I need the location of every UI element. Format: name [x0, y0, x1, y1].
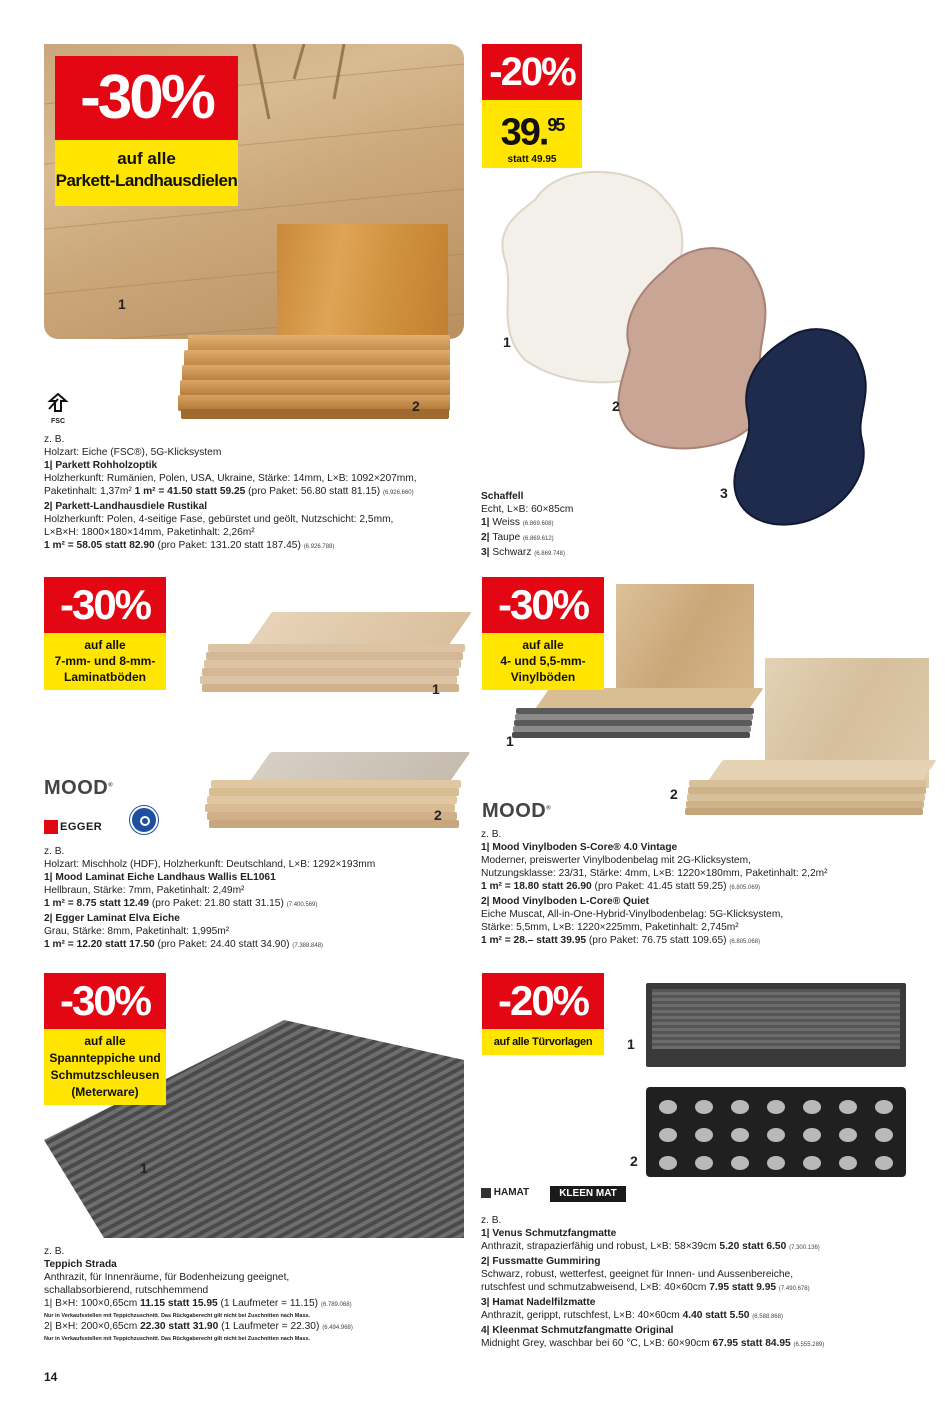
detail-text: rutschfest und schmutzabweisend, L×B: 40×60cm [481, 1282, 710, 1293]
item-title: 2| Mood Vinylboden L-Core® Quiet [481, 896, 650, 907]
product-number: 1 [432, 681, 440, 697]
price-main: 39. [500, 111, 548, 154]
price-line [481, 880, 828, 895]
detail-line: Holzart: Eiche (FSC®), 5G-Klicksystem [44, 447, 222, 458]
discount-badge: -20% [482, 973, 604, 1029]
promo-label-line: (Meterware) [71, 1085, 139, 1099]
rubber-ring-pattern [646, 1087, 906, 1177]
price-text: 4.40 statt 5.50 [682, 1310, 750, 1321]
item-title: Schaffell [481, 491, 524, 502]
price-value [482, 104, 582, 154]
price-line [44, 485, 417, 500]
variant-line [481, 516, 573, 531]
article-code: (6.926.660) [382, 490, 414, 496]
detail-line: Holzherkunft: Rumänien, Polen, USA, Ukraine, Stärke: 14mm, L×B: 1092×207mm, [44, 473, 417, 484]
detail-line: Hellbraun, Stärke: 7mm, Paketinhalt: 2,49m² [44, 885, 245, 896]
price-text: 5.20 statt 6.50 [719, 1241, 787, 1252]
hamat-logo-text: HAMAT [493, 1187, 530, 1198]
product-number: 2 [434, 807, 442, 823]
mood-logo [482, 800, 551, 823]
discount-badge: -30% [44, 577, 166, 633]
product-details [481, 1214, 824, 1352]
variant-name: Weiss [492, 517, 520, 528]
laminate-stack-1 [200, 612, 465, 707]
pack-price-text: (pro Paket: 41.45 statt 59.25) [591, 881, 727, 892]
zb-label: z. B. [481, 829, 502, 840]
detail-line: Stärke: 5,5mm, L×B: 1220×225mm, Paketinhalt: 2,745m² [481, 922, 739, 933]
detail-text: Anthrazit, gerippt, rutschfest, L×B: 40×60cm [481, 1310, 683, 1321]
item-title: 2| Parkett-Landhausdiele Rustikal [44, 501, 208, 512]
detail-line: Moderner, preiswerter Vinylbodenbelag mit 2G-Klicksystem, [481, 855, 751, 866]
discount-badge: -30% [44, 973, 166, 1029]
variant-number: 1| [481, 517, 493, 528]
promo-label-line: auf alle [84, 638, 126, 652]
product-number: 2 [412, 398, 420, 414]
cut-note: Nur in Verkaufsstellen mit Teppichzuschnitt. Das Rückgaberecht gilt nicht bei Zuschnitten nach Mass. [44, 1313, 311, 1319]
promo-label-line: auf alle [117, 149, 176, 168]
price-line [44, 1320, 353, 1335]
pack-price-text: (pro Paket: 56.80 statt 81.15) [245, 486, 381, 497]
product-number: 2 [612, 398, 620, 414]
article-code: (6.789.068) [320, 1302, 352, 1308]
product-details [481, 490, 573, 561]
item-title: 1| Mood Vinylboden S-Core® 4.0 Vintage [481, 842, 678, 853]
promo-label-line: auf alle [84, 1034, 126, 1048]
laminate-stack-2 [205, 752, 463, 834]
article-code: (7.300.136) [789, 1245, 820, 1251]
vinyl-swatch-1 [616, 584, 754, 702]
detail-text: Midnight Grey, waschbar bei 60 °C, L×B: 60×90cm [481, 1338, 713, 1349]
price-line [44, 938, 375, 953]
zb-label: z. B. [44, 1246, 65, 1257]
hamat-mark-icon [481, 1188, 491, 1198]
price-text: 22.30 statt 31.90 [140, 1321, 219, 1332]
registered-mark: ® [108, 782, 114, 789]
zb-label: z. B. [481, 1215, 502, 1226]
cut-note: Nur in Verkaufsstellen mit Teppichzuschnitt. Das Rückgaberecht gilt nicht bei Zuschnitten nach Mass. [44, 1336, 311, 1342]
kleenmat-logo [550, 1186, 626, 1202]
price-text: 1 m² = 41.50 statt 59.25 [134, 486, 246, 497]
blue-angel-eco-icon [130, 806, 158, 834]
fsc-logo [44, 393, 72, 423]
variant-name: Schwarz [492, 547, 532, 558]
zb-label: z. B. [44, 434, 65, 445]
item-title: 2| Fussmatte Gummiring [481, 1256, 601, 1267]
detail-line: Holzherkunft: Polen, 4-seitige Fase, gebürstet und geölt, Nutzschicht: 2,5mm, [44, 514, 394, 525]
article-code: (6.555.289) [793, 1342, 825, 1348]
detail-line: Holzart: Mischholz (HDF), Holzherkunft: Deutschland, L×B: 1292×193mm [44, 859, 376, 870]
promo-label [482, 633, 604, 690]
mood-logo [44, 777, 113, 800]
article-code: (7.388.848) [292, 943, 324, 949]
product-number: 1 [503, 334, 511, 350]
detail-text: Paketinhalt: 1,37m² [44, 486, 135, 497]
price-text: 1 m² = 18.80 statt 26.90 [481, 881, 592, 892]
promo-label-line: Parkett-Landhausdielen [55, 171, 238, 190]
variant-line [481, 546, 573, 561]
price-text: 1 m² = 28.– statt 39.95 [481, 935, 587, 946]
product-details [44, 1245, 353, 1343]
variant-name: Taupe [492, 532, 521, 543]
detail-line: schallabsorbierend, rutschhemmend [44, 1285, 209, 1296]
pack-price-text: (pro Paket: 21.80 statt 31.15) [149, 898, 284, 909]
article-code: (6.926.788) [303, 544, 335, 550]
detail-text: Anthrazit, strapazierfähig und robust, L×B: 58×39cm [481, 1241, 720, 1252]
mood-logo-text: MOOD [482, 800, 547, 822]
article-code: (6.869.748) [534, 551, 565, 557]
mood-logo-text: MOOD [44, 777, 109, 799]
kleenmat-logo-text: KLEEN MAT [559, 1188, 617, 1199]
article-code: (6.805.069) [729, 885, 761, 891]
detail-line: Nutzungsklasse: 23/31, Stärke: 4mm, L×B: 1220×180mm, Paketinhalt: 2,2m² [481, 868, 828, 879]
price-line [481, 1281, 824, 1296]
hamat-logo [481, 1187, 529, 1201]
article-code: (6.869.608) [522, 521, 554, 527]
egger-mark-icon [44, 820, 58, 834]
pack-price-text: (pro Paket: 24.40 statt 34.90) [154, 939, 290, 950]
price-text: 1 m² = 12.20 statt 17.50 [44, 939, 155, 950]
unit-price-text: (1 Laufmeter = 11.15) [217, 1298, 319, 1309]
price-text: 1 m² = 8.75 statt 12.49 [44, 898, 150, 909]
egger-logo [44, 818, 122, 834]
price-line [481, 1240, 824, 1255]
discount-badge: -20% [482, 44, 582, 100]
item-title: 2| Egger Laminat Elva Eiche [44, 913, 180, 924]
product-details [44, 433, 417, 554]
vinyl-plank-stack-1 [512, 688, 756, 746]
item-title: 1| Venus Schmutzfangmatte [481, 1228, 617, 1239]
price-line [44, 897, 375, 912]
doormat-venus-image [646, 983, 906, 1067]
pack-price-text: (pro Paket: 76.75 statt 109.65) [586, 935, 727, 946]
promo-label-line: 4- und 5,5-mm- [500, 654, 586, 668]
price-line [44, 1297, 353, 1312]
price-line [481, 1309, 824, 1324]
price-cents: 95 [547, 115, 564, 135]
promo-label-line: Vinylböden [510, 670, 576, 684]
price-tag [482, 100, 582, 168]
detail-line: Eiche Muscat, All-in-One-Hybrid-Vinylbodenbelag: 5G-Klicksystem, [481, 909, 784, 920]
article-code: (6.805.068) [729, 939, 761, 945]
detail-line: Anthrazit, für Innenräume, für Bodenheizung geeignet, [44, 1272, 290, 1283]
product-number: 2 [670, 786, 678, 802]
sheepskin-rugs-image [490, 160, 930, 540]
item-title: Teppich Strada [44, 1259, 117, 1270]
promo-label-line: Spannteppiche und [49, 1051, 161, 1065]
discount-badge: -30% [482, 577, 604, 633]
price-text: 11.15 statt 15.95 [140, 1298, 218, 1309]
detail-line: L×B×H: 1800×180×14mm, Paketinhalt: 2,26m² [44, 527, 255, 538]
item-title: 4| Kleenmat Schmutzfangmatte Original [481, 1325, 674, 1336]
promo-label [44, 633, 166, 690]
product-details [44, 845, 375, 953]
oak-sample-swatch [277, 224, 448, 349]
promo-label-line: auf alle [522, 638, 564, 652]
detail-line: Schwarz, robust, wetterfest, geeignet für Innen- und Aussenbereiche, [481, 1269, 794, 1280]
size-text: 2| B×H: 200×0,65cm [44, 1321, 141, 1332]
promo-label-line: Laminatböden [63, 670, 146, 684]
product-number: 3 [720, 485, 728, 501]
price-text: 7.95 statt 9.95 [709, 1282, 777, 1293]
fsc-tree-icon [46, 393, 70, 413]
zb-label: z. B. [44, 846, 65, 857]
promo-label [55, 140, 238, 206]
old-price: statt 49.95 [507, 153, 557, 165]
variant-number: 3| [481, 547, 493, 558]
product-number: 1 [140, 1160, 148, 1176]
price-text: 67.95 statt 84.95 [712, 1338, 791, 1349]
article-code: (7.400.569) [286, 902, 318, 908]
unit-price-text: (1 Laufmeter = 22.30) [218, 1321, 320, 1332]
size-text: 1| B×H: 100×0,65cm [44, 1298, 141, 1309]
product-details [481, 828, 828, 949]
egger-logo-text: EGGER [60, 820, 103, 833]
variant-number: 2| [481, 532, 493, 543]
promo-label: auf alle Türvorlagen [482, 1029, 604, 1055]
article-code: (7.490.678) [778, 1286, 810, 1292]
vinyl-plank-stack-2 [685, 760, 929, 820]
price-text: 1 m² = 58.05 statt 82.90 [44, 540, 155, 551]
item-title: 1| Mood Laminat Eiche Landhaus Wallis EL1061 [44, 872, 276, 883]
price-line [481, 1337, 824, 1352]
product-number: 2 [630, 1153, 638, 1169]
product-number: 1 [506, 733, 514, 749]
detail-line: Grau, Stärke: 8mm, Paketinhalt: 1,995m² [44, 926, 230, 937]
doormat-rubber-ring-image [646, 1087, 906, 1177]
article-code: (6.494.968) [322, 1325, 353, 1331]
promo-label-line: 7-mm- und 8-mm- [54, 654, 156, 668]
discount-badge: -30% [55, 56, 238, 140]
registered-mark: ® [546, 805, 552, 812]
pack-price-text: (pro Paket: 131.20 statt 187.45) [154, 540, 301, 551]
item-title: 3| Hamat Nadelfilzmatte [481, 1297, 596, 1308]
detail-line: Echt, L×B: 60×85cm [481, 504, 574, 515]
product-number: 1 [118, 296, 126, 312]
variant-line [481, 531, 573, 546]
price-line [481, 934, 828, 949]
promo-label-line: Schmutzschleusen [50, 1068, 160, 1082]
promo-label [44, 1029, 166, 1105]
article-code: (6.588.868) [752, 1314, 783, 1320]
fsc-text: FSC [51, 418, 65, 425]
article-code: (6.869.612) [522, 536, 554, 542]
page-number: 14 [44, 1370, 58, 1384]
item-title: 1| Parkett Rohholzoptik [44, 460, 158, 471]
product-number: 1 [627, 1036, 635, 1052]
price-line [44, 539, 417, 554]
